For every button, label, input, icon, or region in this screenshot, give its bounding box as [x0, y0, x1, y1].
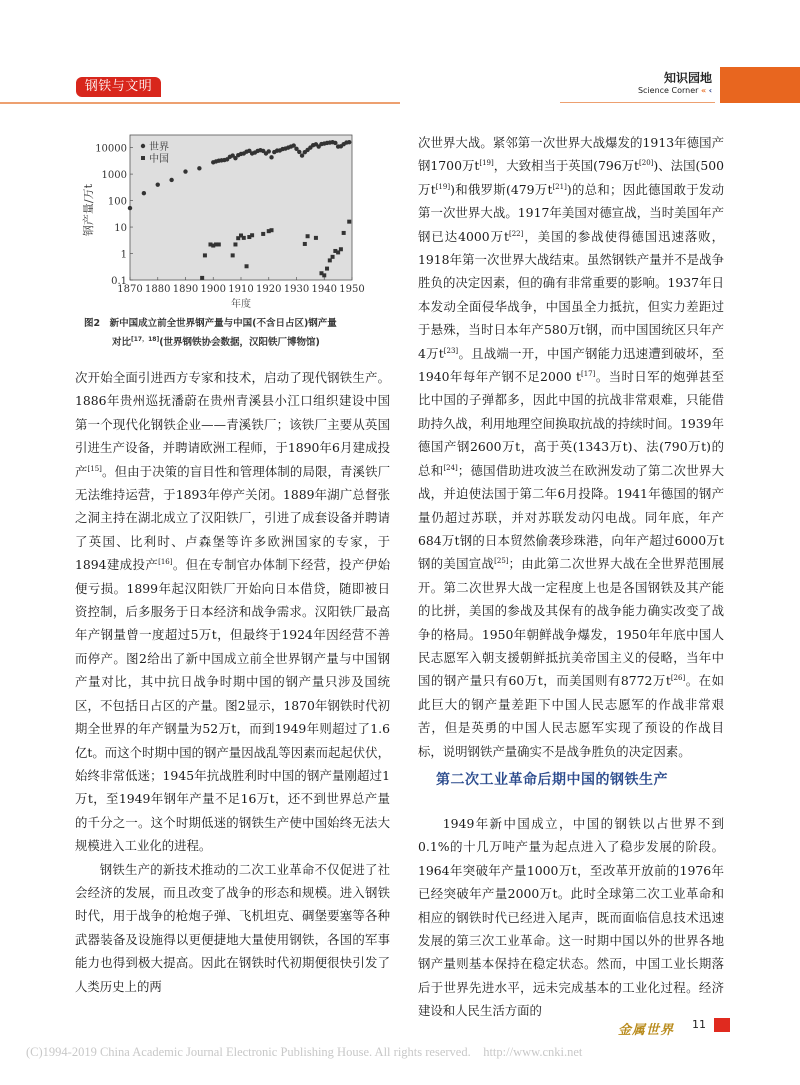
data-point-china	[331, 255, 335, 259]
citation: [24]	[443, 463, 458, 472]
figure-caption	[84, 316, 384, 351]
citation: [20]	[639, 159, 654, 168]
data-point-china	[200, 276, 204, 280]
header-orange-block	[720, 67, 800, 103]
paragraph-text: 。当时日军的炮弹甚至比中国的子弹都多，因此中国的抗战非常艰难，只能借助持久战，利用地理空间换取抗战的持续时间。1939年德国产钢2600万t，高于英(1343万t)、法(790万t)的总和	[418, 369, 725, 478]
x-tick-label: 1930	[283, 284, 310, 295]
caption-prefix: 对比	[112, 337, 132, 349]
data-point-world	[169, 178, 173, 182]
header-rule-right	[560, 102, 715, 103]
page-marker-block	[714, 1018, 730, 1032]
legend-label-world: 世界	[149, 142, 169, 153]
data-point-china	[314, 236, 318, 240]
x-tick-label: 1890	[172, 284, 199, 295]
legend-label-china: 中国	[149, 154, 169, 165]
figure-2	[60, 125, 380, 310]
chevron-left-icon: ‹	[708, 86, 712, 95]
data-point-china	[217, 242, 221, 246]
page-number: 11	[692, 1018, 706, 1031]
paragraph-text: 。但由于决策的盲目性和管理体制的局限，青溪铁厂无法维持运营，于1893年停产关闭。1889年湖广总督张之洞主持在湖北成立了汉阳铁厂，引进了成套设备并聘请了英国、比利时、卢森堡等许多欧洲国家的专家，于1894建成投产	[75, 463, 391, 573]
x-tick-label: 1940	[311, 284, 337, 295]
paragraph: 1949年新中国成立，中国的钢铁以占世界不到0.1%的十几万吨产量为起点进入了稳步发展的阶段。1964年突破年产量1000万t，至改革开放前的1976年已经突破年产量2000万t。此时全球第二次工业革命和相应的钢铁时代已经进入尾声，既而面临信息技术迅速发展的第三次工业革命。这一时期中国以外的世界各地钢产量则基本保持在稳定状态。然而，中国工业长期落后于世界先进水平，远未完成基本的工业化过程。经济建设和人民生活方面的	[418, 816, 724, 1019]
citation: [19]	[479, 159, 494, 168]
data-point-china	[342, 231, 346, 235]
data-point-china	[245, 264, 249, 268]
data-point-world	[142, 191, 146, 195]
paragraph	[418, 131, 724, 763]
x-tick-label: 1900	[200, 284, 226, 295]
data-point-world	[297, 150, 301, 154]
data-point-china	[347, 220, 351, 224]
paragraph-text: 次世界大战。紧邻第一次世界大战爆发的1913年德国产钢1700万t	[418, 135, 724, 174]
data-point-world	[128, 206, 132, 210]
caption-suffix: (世界钢铁协会数据，汉阳铁厂博物馆)	[159, 337, 320, 349]
data-point-world	[269, 155, 273, 159]
body-column-right-bottom	[418, 812, 724, 1023]
caption-refs: [17，18]	[131, 336, 160, 343]
paragraph-text: 。但在专制官办体制下经营，投产伊始便亏损。1899年起汉阳铁厂开始向日本借贷，随即被日资控制，后多服务于日本经济和战争需求。汉阳铁厂最高年产钢量曾一度超过5万t，但最终于1924年因经营不善而停产。图2给出了新中国成立前全世界钢产量与中国钢产量对比，其中抗日战争时期中国的钢产量只涉及国统区，不包括日占区的产量。图2显示，1870年钢铁时代初期全世界的年产钢量为52万t，而到1949年则超过了1.6亿t。而这个时期中国的钢产量因战乱等因素而起起伏伏，始终非常低迷；1945年抗战胜利时中国的钢产量刚超过1万t，至1949年钢年产量不足16万t，还不到世界总产量的千分之一。这个时期低迷的钢铁生产使中国始终无法大规模进入工业化的进程。	[75, 557, 390, 854]
paragraph	[75, 366, 390, 858]
steel-production-chart	[60, 125, 380, 310]
corner-title: 知识园地	[663, 71, 712, 85]
paragraph-text: 。且战端一开，中国产钢能力迅速遭到破坏，至1940年每年产钢不足2000 t	[418, 345, 724, 385]
x-tick-label: 1880	[145, 284, 171, 295]
x-tick-label: 1910	[228, 284, 254, 295]
data-point-china	[261, 232, 265, 236]
citation: [26]	[670, 674, 686, 683]
citation: [16]	[158, 558, 173, 567]
citation: [15]	[87, 464, 102, 473]
legend-marker-china	[141, 156, 145, 160]
citation: [23]	[443, 346, 459, 355]
body-column-left	[75, 366, 390, 998]
paragraph-text: )和俄罗斯(479万t	[450, 181, 553, 197]
header-rule-left	[0, 102, 400, 104]
y-tick-label: 10	[114, 223, 127, 235]
legend-marker-world	[141, 144, 145, 148]
y-tick-label: 1000	[101, 170, 127, 182]
paragraph-text: ；德国借助进攻波兰在欧洲发动了第二次世界大战，并迫使法国于第二年6月投降。1941年德国的钢产量仍超过苏联，并对苏联发动闪电战。同年底，年产684万t钢的日本贸然偷袭珍珠港，向年产超过6000万t钢的美国宣战	[418, 462, 725, 572]
citation: [19]	[435, 182, 451, 191]
citation: [22]	[509, 229, 524, 238]
paragraph-text: ，美国的参战使得德国迅速落败，1918年第一次世界大战结束。虽然钢铁产量并不是战争胜负的决定因素，但的确有非常重要的影响。1937年日本发动全面侵华战争，中国虽全力抵抗，但实力差距过于悬殊，当时日本年产580万t钢，而中国国统区只年产4万t	[418, 228, 724, 361]
paragraph-text: )、法国(500万t	[418, 158, 724, 197]
data-point-china	[322, 273, 326, 277]
y-axis-label: 钢产量/万t	[82, 183, 95, 237]
citation: [17]	[580, 369, 596, 378]
y-tick-label: 100	[107, 196, 127, 208]
x-tick-label: 1920	[256, 284, 282, 295]
magazine-logo: 金属世界	[618, 1023, 675, 1038]
x-tick-label: 1950	[339, 284, 365, 295]
data-point-china	[303, 242, 307, 246]
y-tick-label: 10000	[95, 143, 127, 155]
paragraph-text: ，大致相当于英国(796万t	[493, 158, 640, 174]
data-point-china	[233, 242, 237, 246]
data-point-china	[325, 267, 329, 271]
data-point-world	[156, 182, 160, 186]
paragraph-text: )的总和；因此德国敢于发动第一次世界大战。1917年美国对德宣战，当时美国年产钢已达4000万t	[418, 181, 724, 244]
y-tick-label: 0.1	[111, 276, 127, 287]
data-point-world	[183, 169, 187, 173]
x-tick-label: 1870	[117, 284, 143, 295]
data-point-china	[270, 228, 274, 232]
data-point-world	[197, 166, 201, 170]
x-axis-label: 年度	[231, 299, 251, 310]
copyright-notice: (C)1994-2019 China Academic Journal Electronic Publishing House. All rights reserved. http://www.cnki.net	[26, 1045, 583, 1059]
paragraph: 钢铁生产的新技术推动的二次工业革命不仅促进了社会经济的发展，而且改变了战争的形态和规模。进入钢铁时代，用于战争的枪炮子弹、飞机坦克、碉堡要塞等各种武器装备及设施得以更便捷地大量使用钢铁，各国的军事能力也得到极大提高。因此在钢铁时代初期便很快引发了人类历史上的两	[75, 861, 390, 994]
corner-subtitle-text: Science Corner	[637, 86, 699, 95]
paragraph-text: 。在如此巨大的钢产量差距下中国人民志愿军的作战非常艰苦，但是英勇的中国人民志愿军实现了预设的作战目标，说明钢铁产量确实不是战争胜负的决定因素。	[418, 673, 724, 759]
data-point-world	[267, 149, 271, 153]
caption-line-2	[84, 332, 384, 351]
double-chevron-left-icon: «	[700, 86, 707, 95]
section-heading: 第二次工业革命后期中国的钢铁生产	[436, 772, 668, 788]
paragraph-text: ；由此第二次世界大战在全世界范围展开。第二次世界大战一定程度上也是各国钢铁及其产能的比拼，美国的参战及其保有的战争能力确实改变了战争的格局。1950年朝鲜战争爆发，1950年年底中国人民志愿军入朝支援朝鲜抵抗美帝国主义的侵略，当年中国的钢产量只有60万t，而美国则有8772万t	[418, 556, 725, 689]
caption-line-1: 图2 新中国成立前全世界钢产量与中国(不含日占区)钢产量	[84, 318, 337, 329]
citation: [25]	[494, 557, 509, 566]
data-point-china	[328, 258, 332, 262]
body-column-right-top	[418, 131, 724, 763]
data-point-china	[231, 253, 235, 257]
citation: [21]	[552, 182, 567, 191]
data-point-china	[339, 247, 343, 251]
paragraph-text: 次开始全面引进西方专家和技术，启动了现代钢铁生产。1886年贵州巡抚潘蔚在贵州青溪县小江口组织建设中国第一个现代化钢铁企业——青溪铁厂；该铁厂主要从英国引进生产设备，并聘请欧洲工程师，于1890年6月建成投产	[75, 370, 390, 479]
corner-subtitle	[600, 86, 712, 95]
data-point-china	[306, 234, 310, 238]
data-point-world	[300, 153, 304, 157]
section-tab: 钢铁与文明	[76, 77, 161, 97]
y-tick-label: 1	[120, 249, 127, 261]
data-point-china	[203, 253, 207, 257]
data-point-china	[242, 236, 246, 240]
data-point-world	[333, 141, 337, 145]
data-point-world	[347, 140, 351, 144]
data-point-china	[250, 233, 254, 237]
